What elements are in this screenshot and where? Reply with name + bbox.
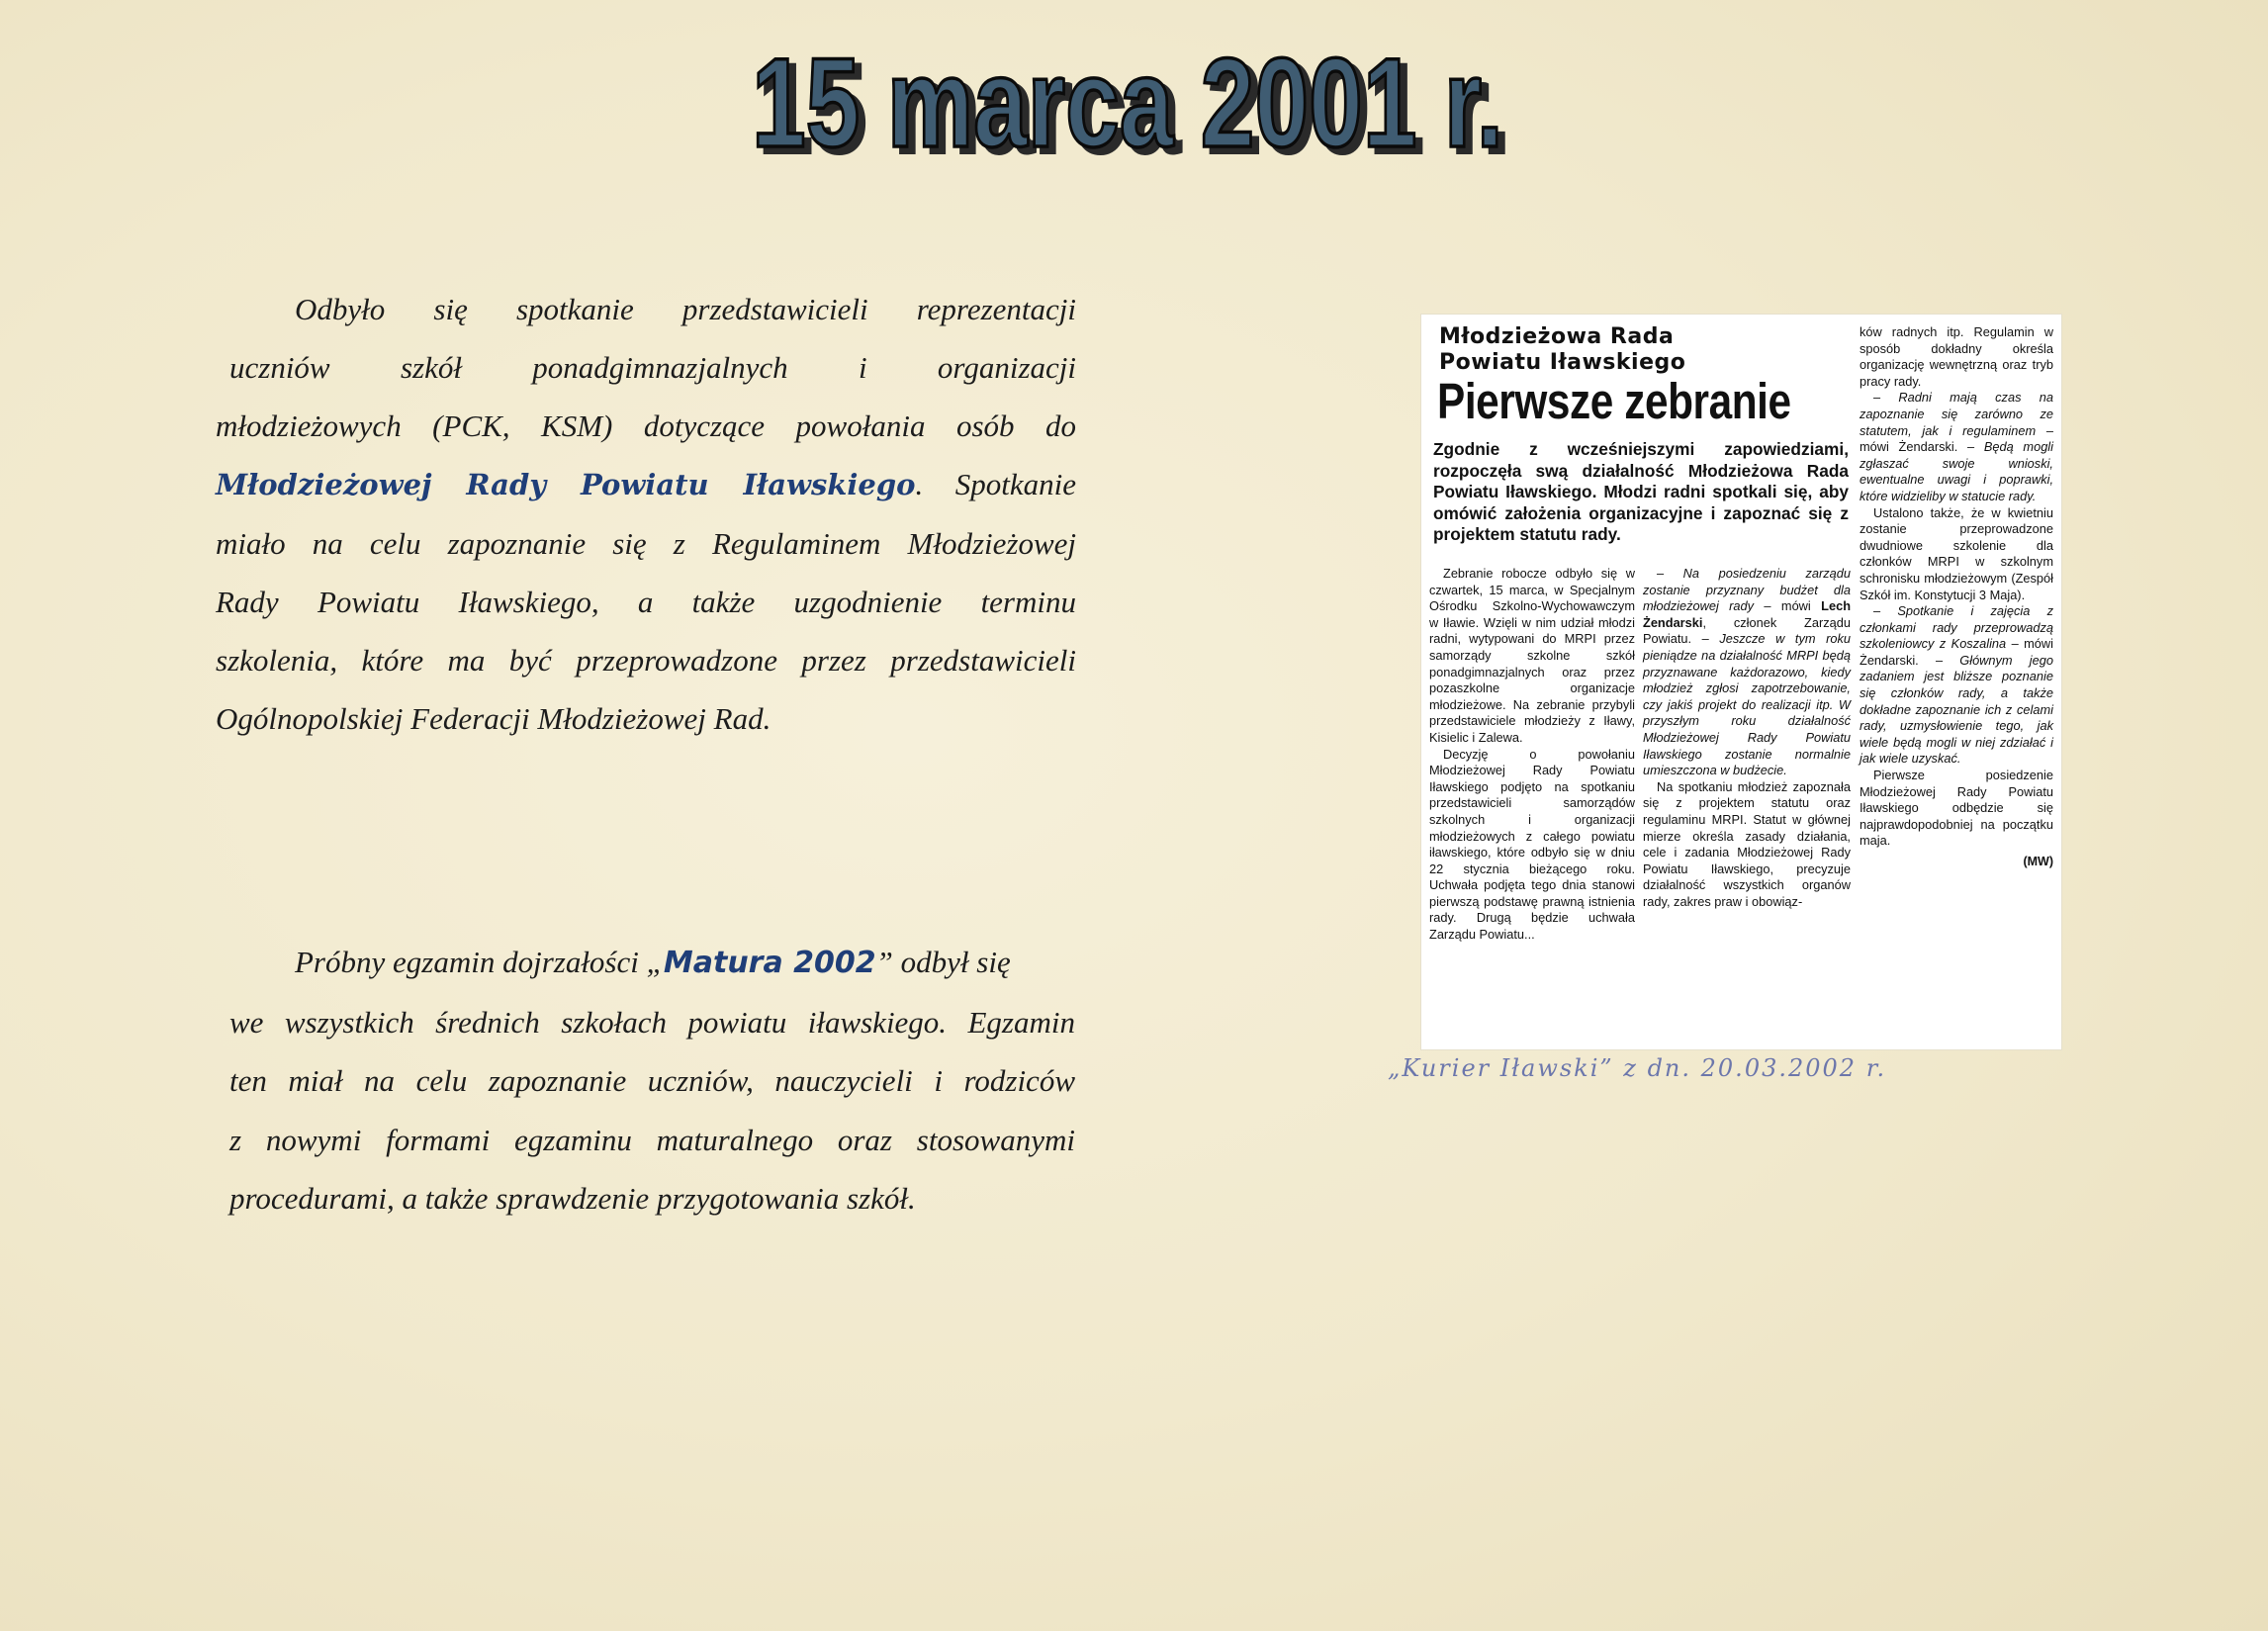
quote: Jeszcze w tym roku pieniądze na działalność MRPI będą przyznawane każdorazowo, kiedy młodzież zgłosi zapotrzebowanie, czy jakiś projekt do realizacji itp. W przyszłym roku działalność Młodzieżowej Rady Powiatu Iławskiego zostanie normalnie umieszczona w budżecie. — [1643, 631, 1851, 778]
article-paragraph: Ustalono także, że w kwietniu zostanie przeprowadzone dwudniowe szkolenie dla członków MRPI w szkolnym schronisku młodzieżowym (Zespół Szkół im. Konstytucji 3 Maja). — [1860, 504, 2053, 602]
quote: – Spotkanie i zajęcia z członkami rady przeprowadzą szkoleniowcy z Koszalina — [1860, 603, 2053, 652]
speaker-name: Lech Żendarski — [1643, 598, 1852, 630]
text-fragment: . Spotkanie — [915, 467, 1076, 501]
kicker-line: Powiatu Iławskiego — [1439, 350, 1686, 375]
matura-name: Matura 2002 — [663, 946, 876, 980]
text-fragment: Próbny egzamin dojrzałości „ — [295, 945, 664, 979]
text-fragment: – mówi Żendarski. – — [1860, 636, 2054, 668]
quote: Będą mogli zgłaszać swoje wnioski, ewentualne uwagi i poprawki, które widzieliby w statucie rady. — [1860, 439, 2053, 503]
council-name: Młodzieżowej Rady Powiatu Iławskiego — [216, 468, 916, 501]
quote: – Na posiedzeniu zarządu zostanie przyznany budżet dla młodzieżowej rady — [1643, 566, 1851, 614]
text-line: uczniów szkół ponadgimnazjalnych i organizacji — [229, 350, 1076, 385]
handwritten-source-note: „Kurier Iławski” z dn. 20.03.2002 r. — [1388, 1054, 1887, 1082]
text-line: młodzieżowych (PCK, KSM) dotyczące powołania osób do — [216, 408, 1076, 443]
article-paragraph: Na spotkaniu młodzież zapoznała się z projektem statutu oraz regulaminu MRPI. Statut w głównej mierze określa zasady działania, cele i zadania Młodzieżowej Rady Powiatu Iławskiego, precyzuje działalność wszystkich organów rady, zakres praw i obowiąz- — [1643, 778, 1851, 909]
text-fragment: – mówi — [1754, 598, 1822, 614]
article-paragraph: ków radnych itp. Regulamin w sposób dokładny określa organizację wewnętrzną oraz tryb pracy rady. — [1860, 324, 2053, 389]
clipping-column-1 — [1429, 566, 1635, 944]
clipping-lead: Zgodnie z wcześniejszymi zapowiedziami, rozpoczęła swą działalność Młodzieżowa Rada Powiatu Iławskiego. Młodzi radni spotkali się, aby omówić założenia organizacyjne i zapoznać się z projektem statutu rady. — [1433, 439, 1849, 545]
article-paragraph: Decyzję o powołaniu Młodzieżowej Rady Powiatu Iławskiego podjęto na spotkaniu przedstawicieli samorządów szkolnych i organizacji młodzieżowych z całego powiatu iławskiego, które odbyło się w dniu 22 stycznia bieżącego roku. Uchwała podjęta tego dnia stanowi pierwszą podstawę prawną istnienia rady. Drugą będzie uchwała Zarządu Powiatu... — [1429, 746, 1635, 943]
text-line: Ogólnopolskiej Federacji Młodzieżowej Rad. — [216, 701, 771, 736]
text-line: ten miał na celu zapoznanie uczniów, nauczycieli i rodziców — [229, 1063, 1075, 1098]
text-line: Rady Powiatu Iławskiego, a także uzgodnienie terminu — [216, 585, 1076, 619]
article-paragraph — [1860, 603, 2053, 768]
article-paragraph: Pierwsze posiedzenie Młodzieżowej Rady Powiatu Iławskiego odbędzie się najprawdopodobniej na początku maja. — [1860, 768, 2053, 849]
text-line: Odbyło się spotkanie przedstawicieli reprezentacji — [295, 292, 1076, 326]
article-paragraph: Zebranie robocze odbyło się w czwartek, 15 marca, w Specjalnym Ośrodku Szkolno-Wychowawczym w Iławie. Wzięli w nim udział młodzi radni, wytypowani do MRPI przez samorządy szkolne szkół ponadgimnazjalnych oraz przez pozaszkolne organizacje młodzieżowe. Na zebranie przybyli przedstawiciele młodzieży z Iławy, Kisielic i Zalewa. — [1429, 566, 1635, 745]
text-line: miało na celu zapoznanie się z Regulaminem Młodzieżowej — [216, 526, 1076, 561]
text-line-council — [216, 455, 1076, 514]
quote: Głównym jego zadaniem jest bliższe poznanie się członków rady, a także dokładne zapoznanie ich z celami rady, uzmysłowienie tego, jak wiele będą mogli w niej zdziałać i jak wiele uzyskać. — [1860, 652, 2053, 767]
clipping-headline: Pierwsze zebranie — [1437, 373, 1791, 429]
matura-paragraph — [229, 933, 1075, 1228]
page-title-graphic — [737, 0, 1518, 178]
clipping-column-2 — [1643, 566, 1851, 910]
clipping-kicker — [1439, 324, 1685, 376]
page-title — [737, 0, 1518, 178]
text-fragment: ” odbył się — [875, 945, 1011, 979]
text-fragment: , członek Zarządu Powiatu. – — [1643, 614, 1851, 647]
text-line: szkolenia, które ma być przeprowadzone przez przedstawicieli — [216, 643, 1076, 678]
article-paragraph — [1643, 566, 1851, 779]
text-line: z nowymi formami egzaminu maturalnego oraz stosowanymi — [229, 1122, 1075, 1157]
meeting-paragraph — [216, 280, 1076, 748]
clipping-column-3 — [1860, 324, 2053, 870]
page-title-text: 15 marca 2001 r. — [752, 33, 1503, 174]
text-line: procedurami, a także sprawdzenie przygotowania szkół. — [229, 1181, 916, 1216]
author-signature: (MW) — [2023, 855, 2053, 868]
text-line: we wszystkich średnich szkołach powiatu iławskiego. Egzamin — [229, 1004, 1075, 1040]
text-line-matura — [229, 933, 1075, 993]
kicker-line: Młodzieżowa Rada — [1439, 324, 1675, 349]
text-fragment: – mówi Żendarski. – — [1860, 422, 2053, 455]
newspaper-clipping — [1421, 315, 2061, 1049]
page-title-shadow: 15 marca 2001 r. — [759, 39, 1510, 178]
article-paragraph — [1860, 390, 2053, 504]
quote: – Radni mają czas na zapoznanie się zarówno ze statutem, jak i regulaminem — [1860, 390, 2053, 438]
